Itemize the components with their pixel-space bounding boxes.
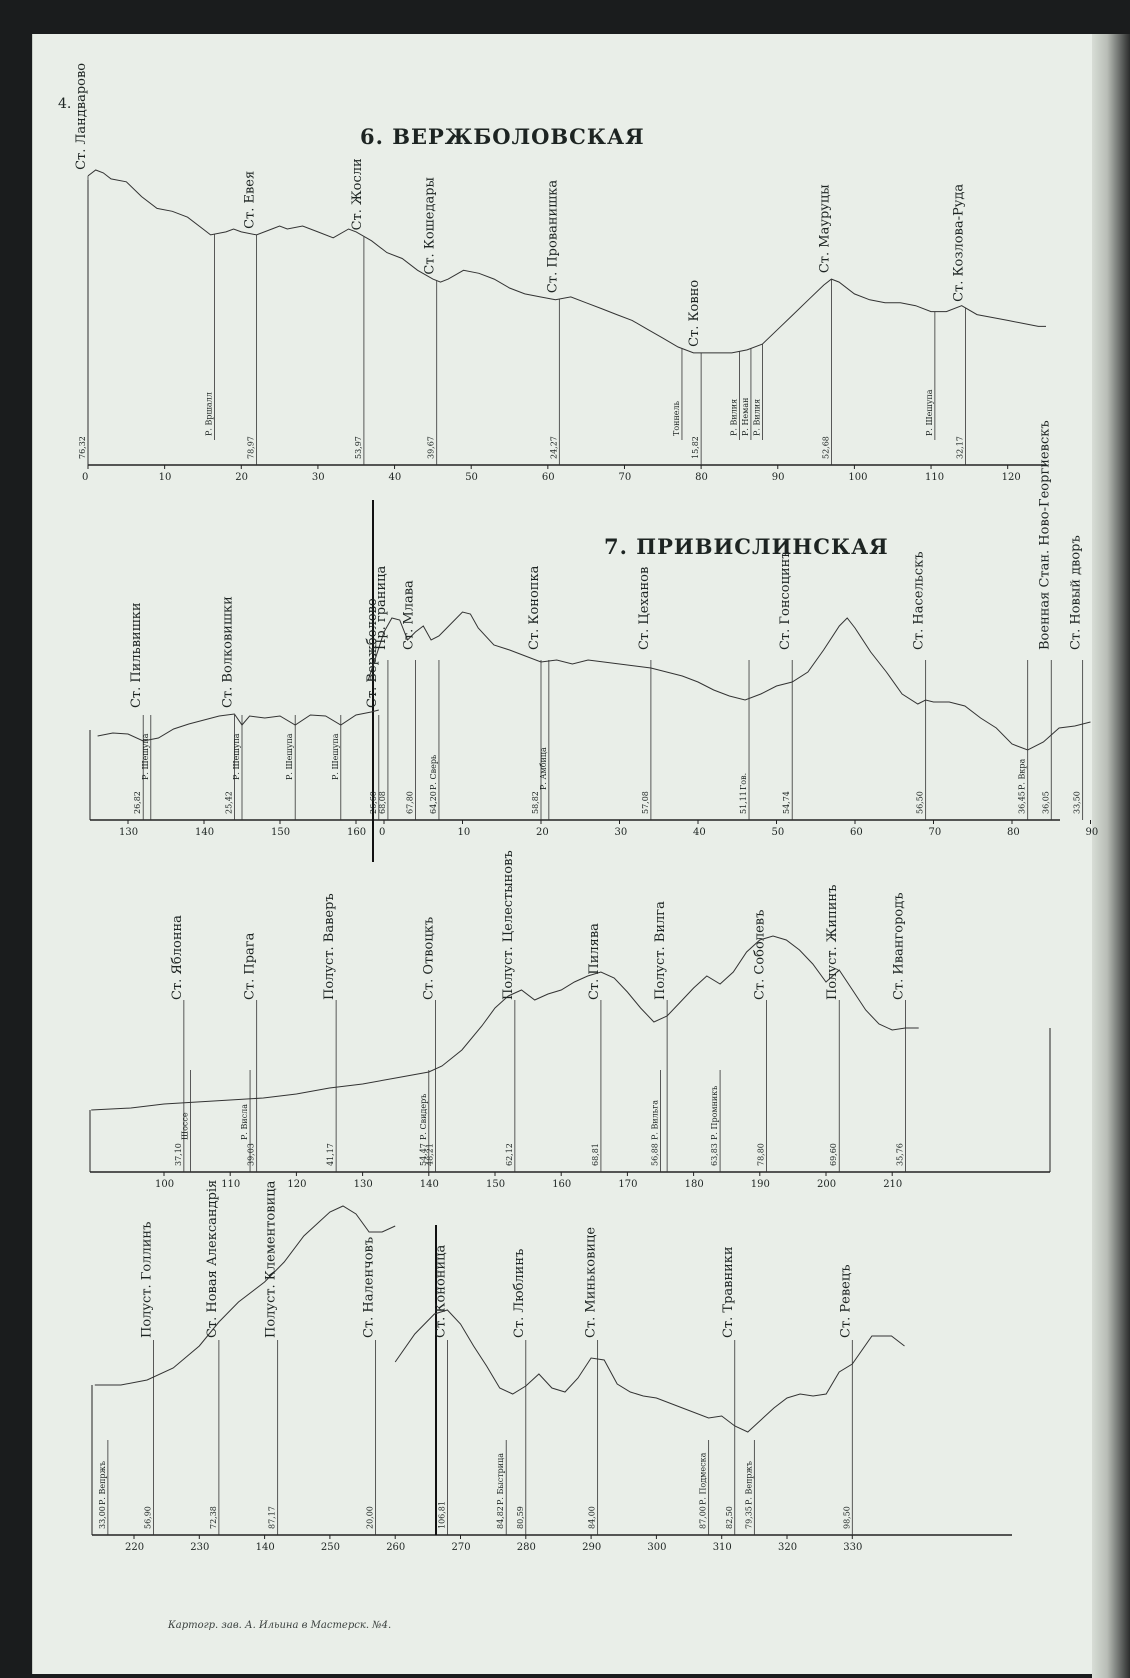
elevation-label: 41,17 — [326, 1143, 336, 1166]
tick-label-8: 160 — [552, 1179, 572, 1190]
station-label: Ст. Млава — [401, 580, 417, 650]
tick-label-9: 140 — [255, 1542, 275, 1553]
river-label: Р. Вилия — [729, 398, 739, 436]
profile-line-9-right — [395, 1310, 904, 1432]
elevation-label: 87,00 — [698, 1506, 708, 1529]
river-label: Р. Шешупа — [232, 733, 241, 780]
elevation-label: 53,97 — [353, 436, 363, 459]
station-label: Военная Стан. Ново-Георгиевскъ — [1037, 420, 1053, 650]
elevation-label: 39,03 — [246, 1143, 256, 1166]
elevation-label: 69,60 — [829, 1143, 839, 1166]
tick-label-8: 190 — [750, 1179, 770, 1190]
elevation-label: 106,81 — [437, 1501, 447, 1529]
station-label: Ст. Люблинъ — [511, 1248, 527, 1338]
river-label: Гов. — [739, 772, 749, 790]
tick-label-6: 20 — [235, 472, 249, 483]
river-label: Р. Вршалл — [204, 392, 214, 436]
station-label: Ст. Наленчовъ — [361, 1236, 377, 1338]
tick-label-6: 0 — [82, 472, 89, 483]
station-label: Ст. Прага — [242, 932, 258, 1000]
elevation-label: 37,10 — [173, 1143, 183, 1166]
elevation-label: 80,59 — [515, 1506, 525, 1529]
elevation-label: 82,50 — [724, 1506, 734, 1529]
tick-label-8: 140 — [419, 1179, 439, 1190]
elevation-label: 15,82 — [691, 436, 701, 459]
tick-label-6: 60 — [541, 472, 555, 483]
elevation-label: 78,97 — [246, 436, 256, 459]
station-label: Полуст. Голлинъ — [139, 1221, 155, 1338]
elevation-label: 57,08 — [640, 791, 650, 814]
tick-label-8: 150 — [486, 1179, 506, 1190]
tick-label-9: 220 — [125, 1542, 145, 1553]
elevation-label: 26,60 — [368, 791, 378, 814]
station-label: Пр. граница — [373, 565, 389, 650]
elevation-label: 64,20 — [428, 791, 438, 814]
tick-label-6: 90 — [771, 472, 785, 483]
tick-label-6: 100 — [848, 472, 868, 483]
station-label: Ст. Гонсоцинъ — [778, 550, 794, 650]
tick-label-6: 40 — [388, 472, 402, 483]
river-label: Р. Быстрица — [496, 1453, 506, 1505]
station-label: Ст. Жосли — [349, 158, 365, 231]
section-title-6: 6. ВЕРЖБОЛОВСКАЯ — [360, 124, 645, 149]
elevation-label: 39,67 — [426, 436, 436, 459]
station-label: Ст. Миньковице — [583, 1226, 599, 1338]
tick-label-8: 210 — [883, 1179, 903, 1190]
tick-label-9: 300 — [647, 1542, 667, 1553]
elevation-label: 56,88 — [650, 1143, 660, 1166]
station-label: Ст. Травники — [720, 1246, 736, 1338]
river-label: Тоннель — [671, 401, 681, 436]
river-label: Р. Свидеръ — [418, 1093, 428, 1140]
tick-label-7: 60 — [850, 827, 863, 838]
river-label: Р. Вепржъ — [744, 1461, 754, 1505]
elevation-label: 78,80 — [756, 1143, 766, 1166]
station-label: Ст. Новый дворъ — [1068, 535, 1084, 650]
river-label: Р. Шешупа — [924, 389, 934, 436]
elevation-label: 79,35 — [744, 1506, 754, 1529]
tick-label-7: 50 — [771, 827, 785, 838]
elevation-label: 58,82 — [531, 791, 540, 814]
elevation-label: 33,50 — [1072, 791, 1082, 814]
river-label: Р. Подмеска — [698, 1452, 708, 1505]
station-label: Ст. Новая Александрія — [204, 1179, 220, 1338]
elevation-label: 36,45 — [1017, 791, 1027, 814]
station-label: Ст. Пильвишки — [129, 602, 145, 708]
river-label: Р. Амбица — [538, 747, 548, 790]
tick-label-7: 10 — [457, 827, 471, 838]
tick-label-8: 170 — [618, 1179, 638, 1190]
tick-label-7: 140 — [195, 827, 215, 838]
elevation-label: 62,12 — [504, 1143, 514, 1166]
tick-label-8: 130 — [353, 1179, 373, 1190]
profile-line-7-right — [368, 612, 1090, 750]
station-label: Ст. Волковишки — [220, 596, 236, 708]
station-label: Ст. Кононица — [433, 1244, 449, 1338]
station-label: Ст. Ландварово — [74, 62, 89, 170]
tick-label-6: 50 — [465, 472, 478, 483]
elevation-label: 54,74 — [782, 791, 792, 814]
tick-label-6: 10 — [158, 472, 172, 483]
station-label: Ст. Ковно — [687, 279, 703, 347]
tick-label-7: 130 — [119, 827, 139, 838]
station-label: Ст. Евея — [242, 170, 258, 229]
tick-label-9: 250 — [320, 1542, 340, 1553]
tick-label-7: 40 — [693, 827, 706, 838]
station-label: Полуст. Целестыновъ — [500, 850, 516, 1000]
river-label: Р. Сверь — [428, 754, 438, 790]
river-label: Р. Промникъ — [710, 1085, 720, 1140]
river-label: Р. Шешупа — [285, 733, 295, 780]
elevation-label: 76,32 — [78, 436, 87, 459]
tick-label-6: 70 — [618, 472, 632, 483]
elevation-label: 52,68 — [821, 436, 831, 459]
tick-label-7: 150 — [271, 827, 291, 838]
station-label: Ст. Яблонна — [169, 915, 185, 1000]
tick-label-8: 120 — [287, 1179, 307, 1190]
tick-label-6: 120 — [1001, 472, 1021, 483]
elevation-label: 68,81 — [590, 1143, 600, 1166]
tick-label-9: 260 — [386, 1542, 406, 1553]
elevation-label: 56,90 — [143, 1506, 153, 1529]
tick-label-8: 200 — [817, 1179, 837, 1190]
station-label: Ст. Насельскъ — [911, 551, 927, 650]
elevation-label: 84,82 — [496, 1506, 506, 1529]
river-label: Р. Шешупа — [140, 733, 150, 780]
station-label: Ст. Конопка — [527, 565, 542, 650]
tick-label-7: 90 — [1085, 827, 1099, 838]
tick-label-7: 80 — [1007, 827, 1020, 838]
elevation-label: 33,00 — [97, 1506, 107, 1529]
section-title-7: 7. ПРИВИСЛИНСКАЯ — [604, 534, 889, 559]
tick-label-9: 270 — [451, 1542, 471, 1553]
tick-label-7: 20 — [536, 827, 549, 838]
elevation-label: 87,17 — [267, 1506, 277, 1529]
elevation-label: 25,42 — [224, 791, 234, 814]
elevation-label: 68,08 — [377, 791, 387, 814]
station-label: Ст. Отвоцкъ — [421, 916, 437, 1000]
river-label: Р. Вкра — [1017, 758, 1027, 790]
tick-label-7: 70 — [928, 827, 942, 838]
elevation-label: 36,05 — [1041, 791, 1051, 814]
imprint-line: Картогр. зав. А. Ильина в Мастерск. №4. — [168, 1620, 392, 1631]
river-label: Р. Неман — [740, 397, 750, 436]
tick-label-6: 80 — [695, 472, 708, 483]
river-label: Р. Вильга — [650, 1099, 660, 1140]
tick-label-7: 160 — [347, 827, 367, 838]
tick-label-9: 320 — [778, 1542, 798, 1553]
elevation-label: 54,47 — [418, 1143, 428, 1166]
station-label: Ст. Прованишка — [545, 179, 561, 294]
station-label: Ст. Ревецъ — [838, 1264, 854, 1338]
tick-label-9: 290 — [582, 1542, 602, 1553]
station-label: Полуст. Ваверъ — [322, 893, 338, 1000]
tick-label-9: 330 — [843, 1542, 863, 1553]
station-label: Полуст. Вилга — [653, 901, 669, 1000]
elevation-label: 67,80 — [405, 791, 415, 814]
elevation-label: 20,00 — [365, 1506, 375, 1529]
elevation-label: 56,50 — [915, 791, 925, 814]
elevation-label: 84,00 — [587, 1506, 597, 1529]
station-label: Ст. Ивангородъ — [891, 892, 907, 1000]
elevation-label: 24,27 — [549, 436, 559, 459]
station-label: Ст. Мауруцы — [817, 184, 833, 274]
tick-label-8: 100 — [155, 1179, 175, 1190]
station-label: Ст. Вержболово — [364, 598, 380, 708]
elevation-label: 72,38 — [208, 1506, 218, 1529]
station-label: Полуст. Клементовица — [263, 1180, 279, 1338]
station-label: Полуст. Жипинъ — [825, 884, 841, 1000]
tick-label-8: 180 — [684, 1179, 704, 1190]
elevation-label: 98,50 — [842, 1506, 852, 1529]
tick-label-6: 30 — [311, 472, 325, 483]
station-label: Ст. Цеханов — [636, 566, 652, 650]
elevation-label: 26,82 — [133, 791, 143, 814]
station-label: Ст. Соболевъ — [752, 909, 768, 1000]
station-label: Ст. Кошедары — [422, 177, 438, 275]
tick-label-9: 310 — [712, 1542, 732, 1553]
elevation-label: 35,76 — [895, 1143, 905, 1166]
tick-label-9: 280 — [516, 1542, 536, 1553]
river-label: Р. Вепржъ — [97, 1461, 107, 1505]
station-label: Ст. Козлова-Руда — [951, 183, 967, 302]
elevation-label: 63,83 — [710, 1143, 720, 1166]
page-number: 4. — [58, 96, 72, 112]
river-label: Шоссе — [180, 1112, 190, 1140]
river-label: Р. Шешупа — [330, 733, 340, 780]
tick-label-6: 110 — [925, 472, 945, 483]
tick-label-7: 30 — [614, 827, 628, 838]
river-label: Р. Вилия — [752, 398, 762, 436]
station-label: Ст. Пилява — [586, 923, 602, 1000]
river-label: Р. Висла — [240, 1103, 250, 1140]
elevation-label: 51,11 — [739, 791, 749, 814]
tick-label-9: 230 — [190, 1542, 210, 1553]
elevation-label: 48,21 — [425, 1143, 435, 1166]
tick-label-7: 0 — [379, 827, 386, 838]
profile-line-6 — [88, 170, 1046, 353]
tick-label-8: 110 — [221, 1179, 241, 1190]
elevation-label: 32,17 — [955, 436, 965, 459]
